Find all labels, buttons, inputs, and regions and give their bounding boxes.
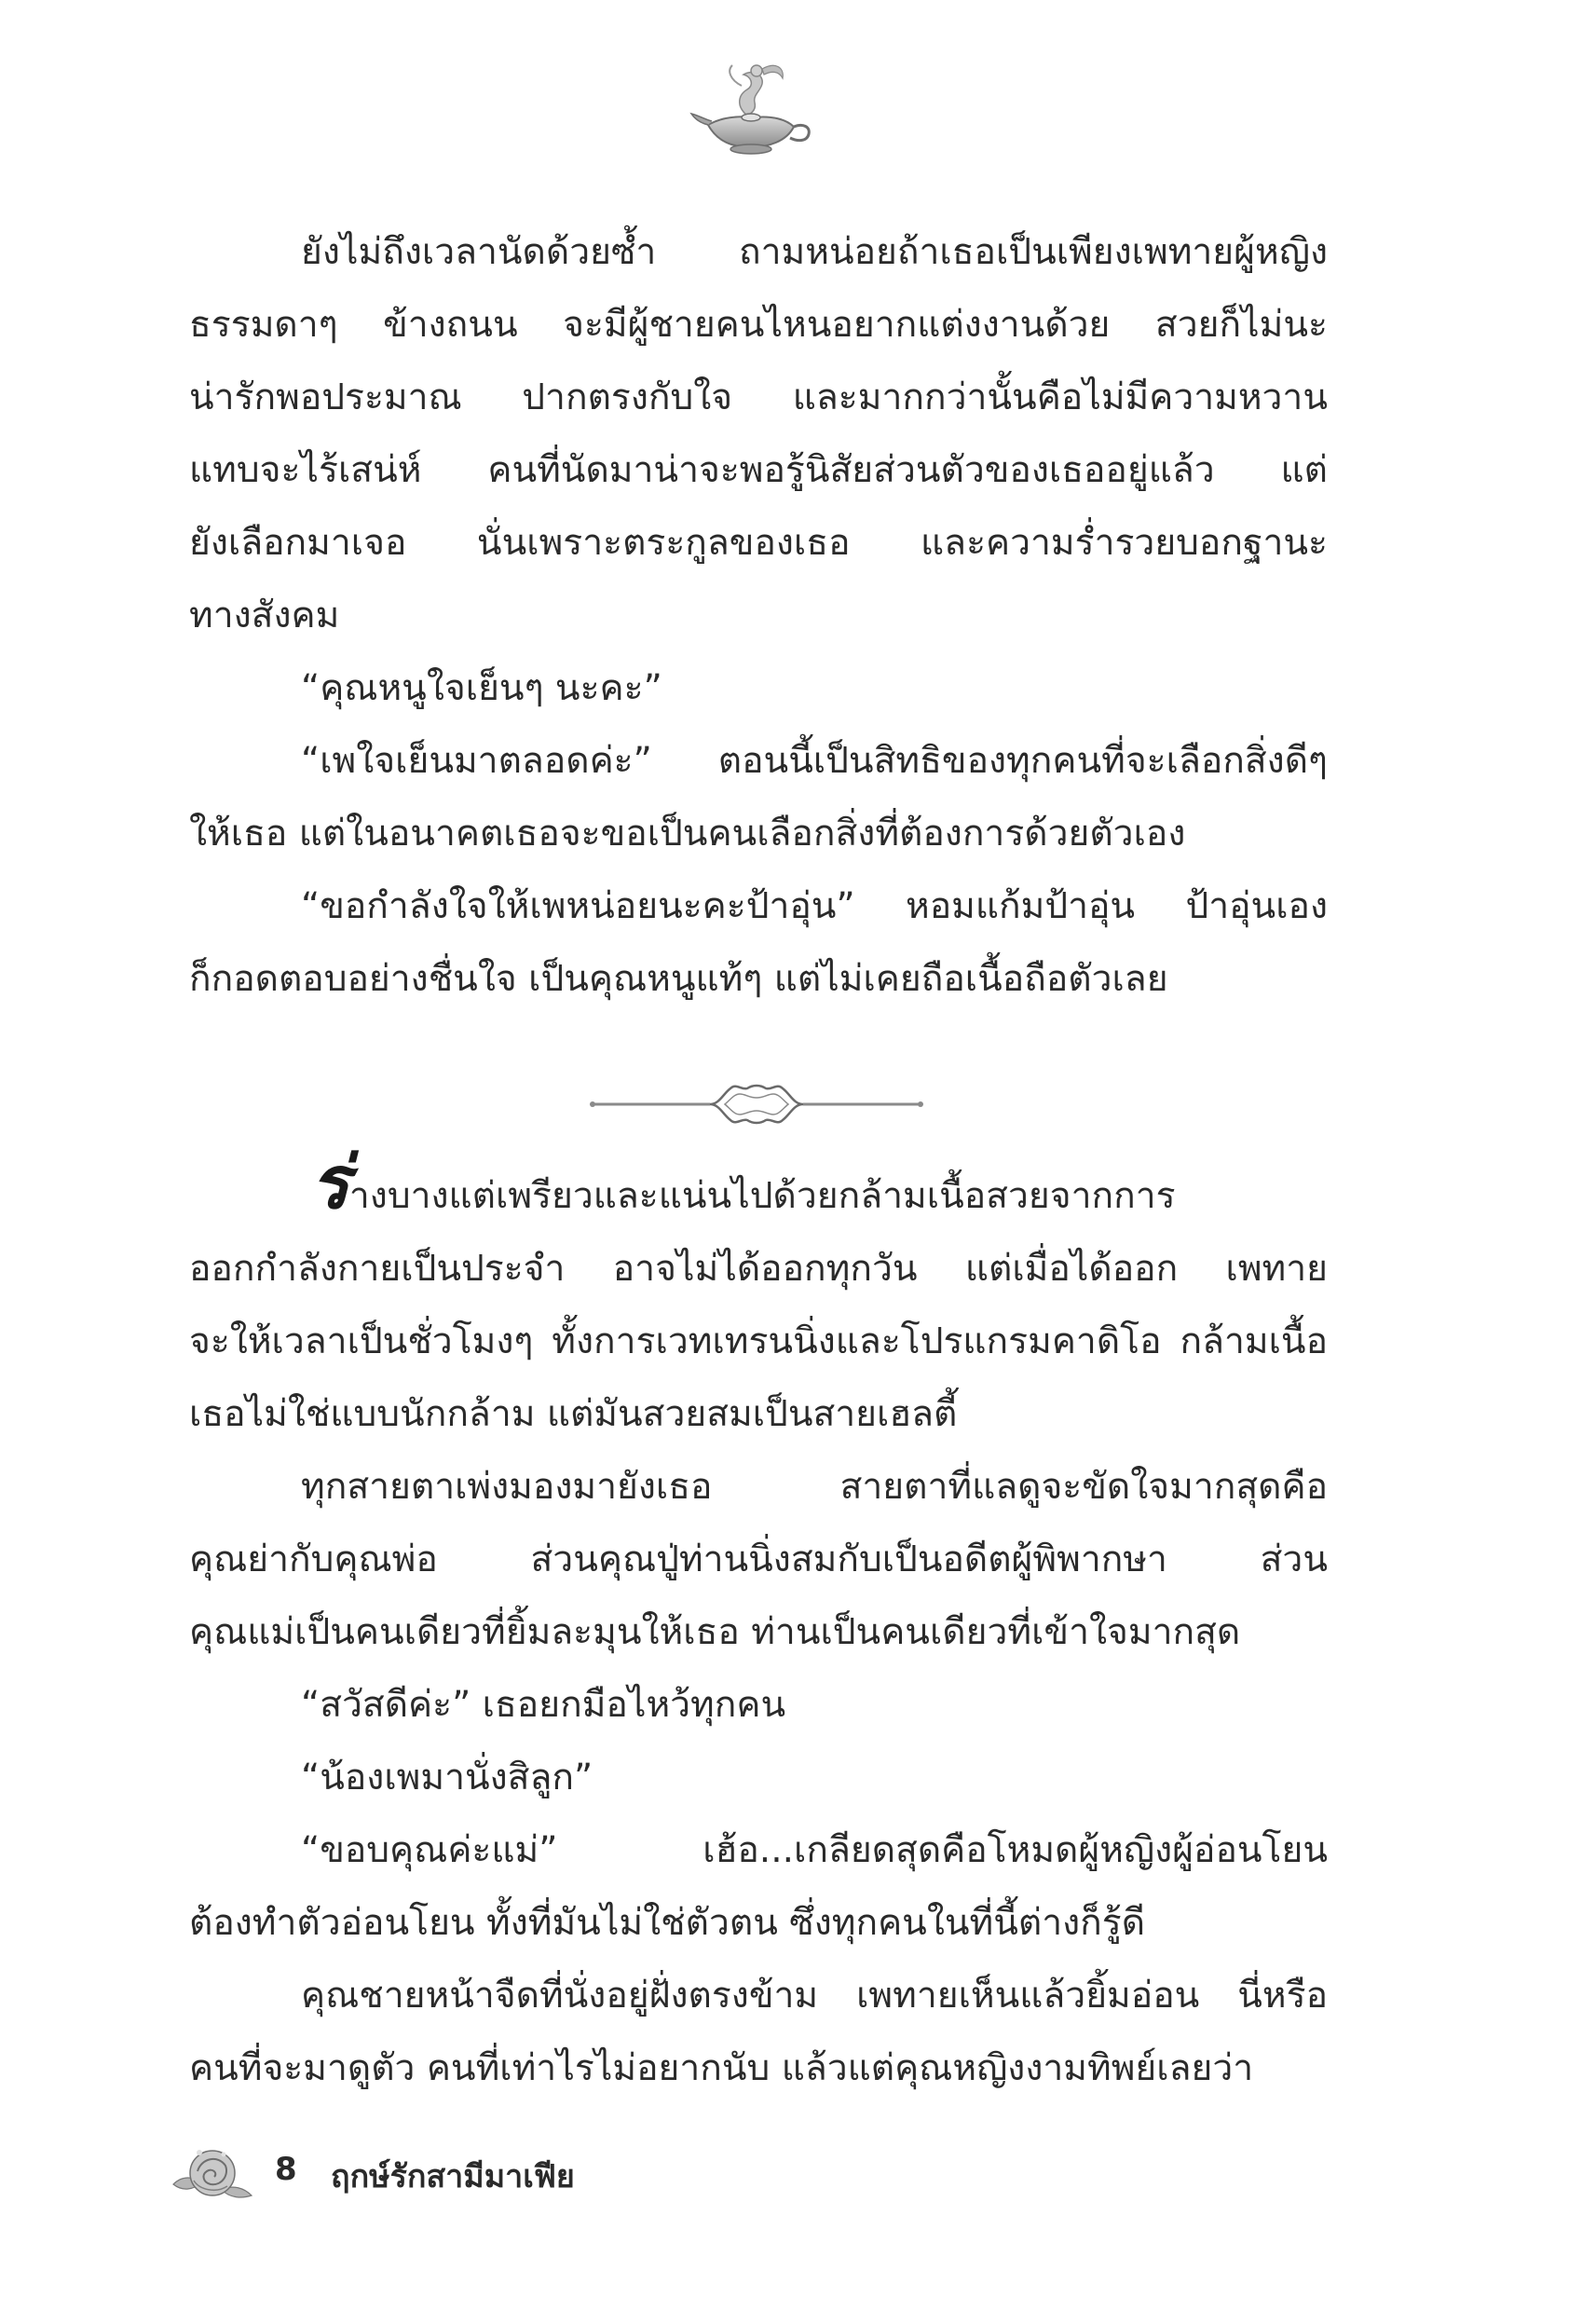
line: “สวัสดีค่ะ” เธอยกมือไหว้ทุกคน bbox=[301, 1684, 786, 1726]
line: คุณชายหน้าจืดที่นั่งอยู่ฝั่งตรงข้าม เพทายเห็นแล้วยิ้มอ่อน นี่หรือ bbox=[301, 1975, 1328, 2017]
line: ทุกสายตาเพ่งมองมายังเธอ สายตาที่แลดูจะขัดใจมากสุดคือ bbox=[301, 1466, 1328, 1508]
line: คุณย่ากับคุณพ่อ ส่วนคุณปู่ท่านนิ่งสมกับเป็นอดีตผู้พิพากษา ส่วน bbox=[189, 1538, 1328, 1580]
line: ธรรมดาๆ ข้างถนน จะมีผู้ชายคนไหนอยากแต่งงานด้วย สวยก็ไม่นะ bbox=[189, 304, 1328, 346]
text-block-1 bbox=[189, 216, 1328, 1016]
page-footer bbox=[168, 2134, 820, 2218]
line: ก็กอดตอบอย่างชื่นใจ เป็นคุณหนูแท้ๆ แต่ไม่เคยถือเนื้อถือตัวเลย bbox=[189, 958, 1168, 1000]
line: ทางสังคม bbox=[189, 595, 340, 636]
line: “เพใจเย็นมาตลอดค่ะ” ตอนนี้เป็นสิทธิของทุกคนที่จะเลือกสิ่งดีๆ bbox=[301, 740, 1328, 782]
book-title: ฤกษ์รักสามีมาเฟีย bbox=[331, 2158, 575, 2195]
line: ต้องทำตัวอ่อนโยน ทั้งที่มันไม่ใช่ตัวตน ซึ่งทุกคนในที่นี้ต่างก็รู้ดี bbox=[189, 1902, 1146, 1944]
line: ออกกำลังกายเป็นประจำ อาจไม่ได้ออกทุกวัน แต่เมื่อได้ออก เพทาย bbox=[189, 1248, 1328, 1290]
magic-lamp-genie-icon bbox=[689, 58, 820, 160]
line: ยังเลือกมาเจอ นั่นเพราะตระกูลของเธอ และความร่ำรวยบอกฐานะ bbox=[189, 522, 1328, 564]
drop-cap: ร่ bbox=[310, 1142, 349, 1225]
text-block-2 bbox=[189, 1142, 1328, 2105]
line: จะให้เวลาเป็นชั่วโมงๆ ทั้งการเวทเทรนนิ่งและโปรแกรมคาดิโอ กล้ามเนื้อ bbox=[189, 1320, 1328, 1362]
line: คนที่จะมาดูตัว คนที่เท่าไรไม่อยากนับ แล้วแต่คุณหญิงงามทิพย์เลยว่า bbox=[189, 2047, 1254, 2089]
line: “น้องเพมานั่งสิลูก” bbox=[301, 1757, 593, 1798]
line-text: างบางแต่เพรียวและแน่นไปด้วยกล้ามเนื้อสวยจากการ bbox=[348, 1175, 1176, 1217]
line: “ขอบคุณค่ะแม่” เฮ้อ...เกลียดสุดคือโหมดผู้หญิงผู้อ่อนโยน bbox=[301, 1829, 1328, 1871]
rose-icon bbox=[168, 2134, 256, 2208]
line: แทบจะไร้เสน่ห์ คนที่นัดมาน่าจะพอรู้นิสัยส่วนตัวของเธออยู่แล้ว แต่ bbox=[189, 449, 1328, 491]
line: น่ารักพอประมาณ ปากตรงกับใจ และมากกว่านั้นคือไม่มีความหวาน bbox=[189, 376, 1328, 418]
line: เธอไม่ใช่แบบนักกล้าม แต่มันสวยสมเป็นสายเฮลตี้ bbox=[189, 1393, 958, 1435]
line: คุณแม่เป็นคนเดียวที่ยิ้มละมุนให้เธอ ท่านเป็นคนเดียวที่เข้าใจมากสุด bbox=[189, 1611, 1241, 1653]
page-number: 8 bbox=[275, 2151, 297, 2188]
scroll-ornament-divider bbox=[589, 1062, 924, 1146]
line: “ขอกำลังใจให้เพหน่อยนะคะป้าอุ่น” หอมแก้มป้าอุ่น ป้าอุ่นเอง bbox=[301, 885, 1328, 927]
line: ยังไม่ถึงเวลานัดด้วยซ้ำ ถามหน่อยถ้าเธอเป็นเพียงเพทายผู้หญิง bbox=[301, 231, 1328, 273]
line: “คุณหนูใจเย็นๆ นะคะ” bbox=[301, 667, 662, 709]
line: ให้เธอ แต่ในอนาคตเธอจะขอเป็นคนเลือกสิ่งที่ต้องการด้วยตัวเอง bbox=[189, 813, 1186, 855]
line bbox=[189, 1142, 1328, 1233]
